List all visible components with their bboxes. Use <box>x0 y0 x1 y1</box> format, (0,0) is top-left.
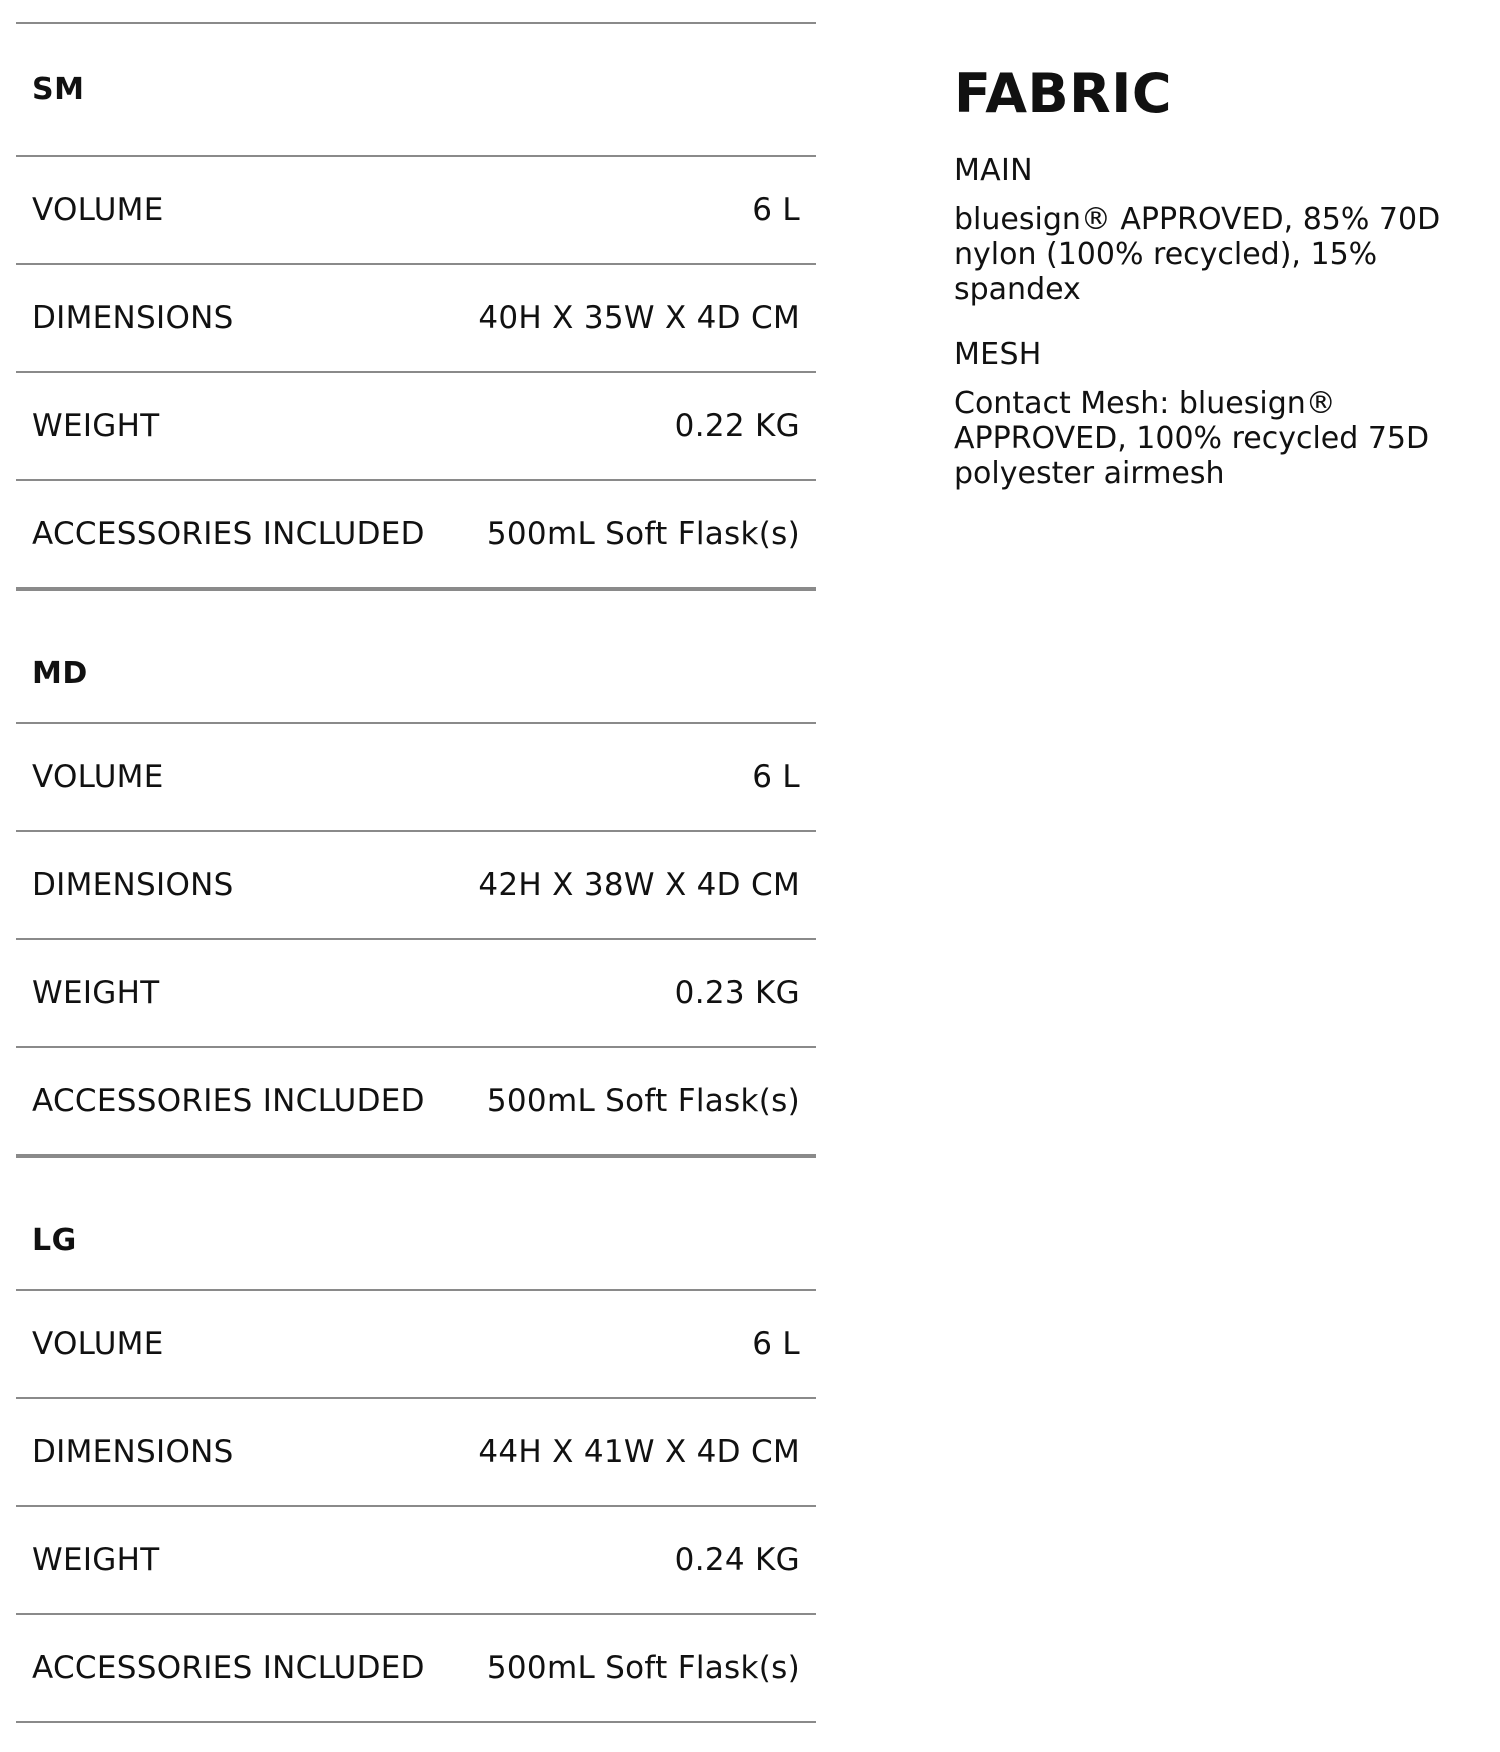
spec-row-volume <box>16 1291 816 1399</box>
fabric-title: FABRIC <box>954 62 1172 125</box>
spec-value: 500mL Soft Flask(s) <box>486 1650 800 1686</box>
size-specs-table <box>16 22 816 1723</box>
spec-label: VOLUME <box>32 1326 164 1362</box>
spec-row-weight <box>16 373 816 481</box>
spec-row-weight <box>16 940 816 1048</box>
spec-row-accessories <box>16 1048 816 1156</box>
spec-label: ACCESSORIES INCLUDED <box>32 1650 425 1686</box>
spec-row-accessories <box>16 481 816 589</box>
spec-value: 500mL Soft Flask(s) <box>486 1083 800 1119</box>
spec-value: 6 L <box>752 759 800 795</box>
spec-value: 6 L <box>752 192 800 228</box>
fabric-mesh-text: Contact Mesh: bluesign® APPROVED, 100% recycled 75D polyester airmesh <box>954 386 1430 491</box>
spec-label: DIMENSIONS <box>32 300 234 336</box>
spec-value: 44H X 41W X 4D CM <box>478 1434 800 1470</box>
spec-label: DIMENSIONS <box>32 1434 234 1470</box>
spec-label: WEIGHT <box>32 975 160 1011</box>
fabric-mesh-label: MESH <box>954 337 1042 372</box>
spec-label: DIMENSIONS <box>32 867 234 903</box>
spec-row-accessories <box>16 1615 816 1723</box>
size-title: MD <box>16 589 816 724</box>
spec-label: VOLUME <box>32 759 164 795</box>
spec-value: 500mL Soft Flask(s) <box>486 516 800 552</box>
size-title: SM <box>16 24 816 157</box>
spec-value: 6 L <box>752 1326 800 1362</box>
spec-label: WEIGHT <box>32 1542 160 1578</box>
spec-value: 0.23 KG <box>674 975 800 1011</box>
spec-label: VOLUME <box>32 192 164 228</box>
spec-row-volume <box>16 724 816 832</box>
spec-row-dimensions <box>16 265 816 373</box>
spec-row-dimensions <box>16 1399 816 1507</box>
spec-label: ACCESSORIES INCLUDED <box>32 516 425 552</box>
size-block-md <box>16 589 816 1156</box>
spec-value: 42H X 38W X 4D CM <box>478 867 800 903</box>
fabric-section <box>954 62 1454 521</box>
spec-row-dimensions <box>16 832 816 940</box>
spec-value: 0.24 KG <box>674 1542 800 1578</box>
spec-value: 40H X 35W X 4D CM <box>478 300 800 336</box>
fabric-main-text: bluesign® APPROVED, 85% 70D nylon (100% recycled), 15% spandex <box>954 202 1441 307</box>
spec-label: WEIGHT <box>32 408 160 444</box>
size-title: LG <box>16 1156 816 1291</box>
size-block-sm <box>16 24 816 589</box>
size-block-lg <box>16 1156 816 1723</box>
spec-label: ACCESSORIES INCLUDED <box>32 1083 425 1119</box>
spec-row-volume <box>16 157 816 265</box>
fabric-main-label: MAIN <box>954 153 1033 188</box>
spec-value: 0.22 KG <box>674 408 800 444</box>
spec-row-weight <box>16 1507 816 1615</box>
